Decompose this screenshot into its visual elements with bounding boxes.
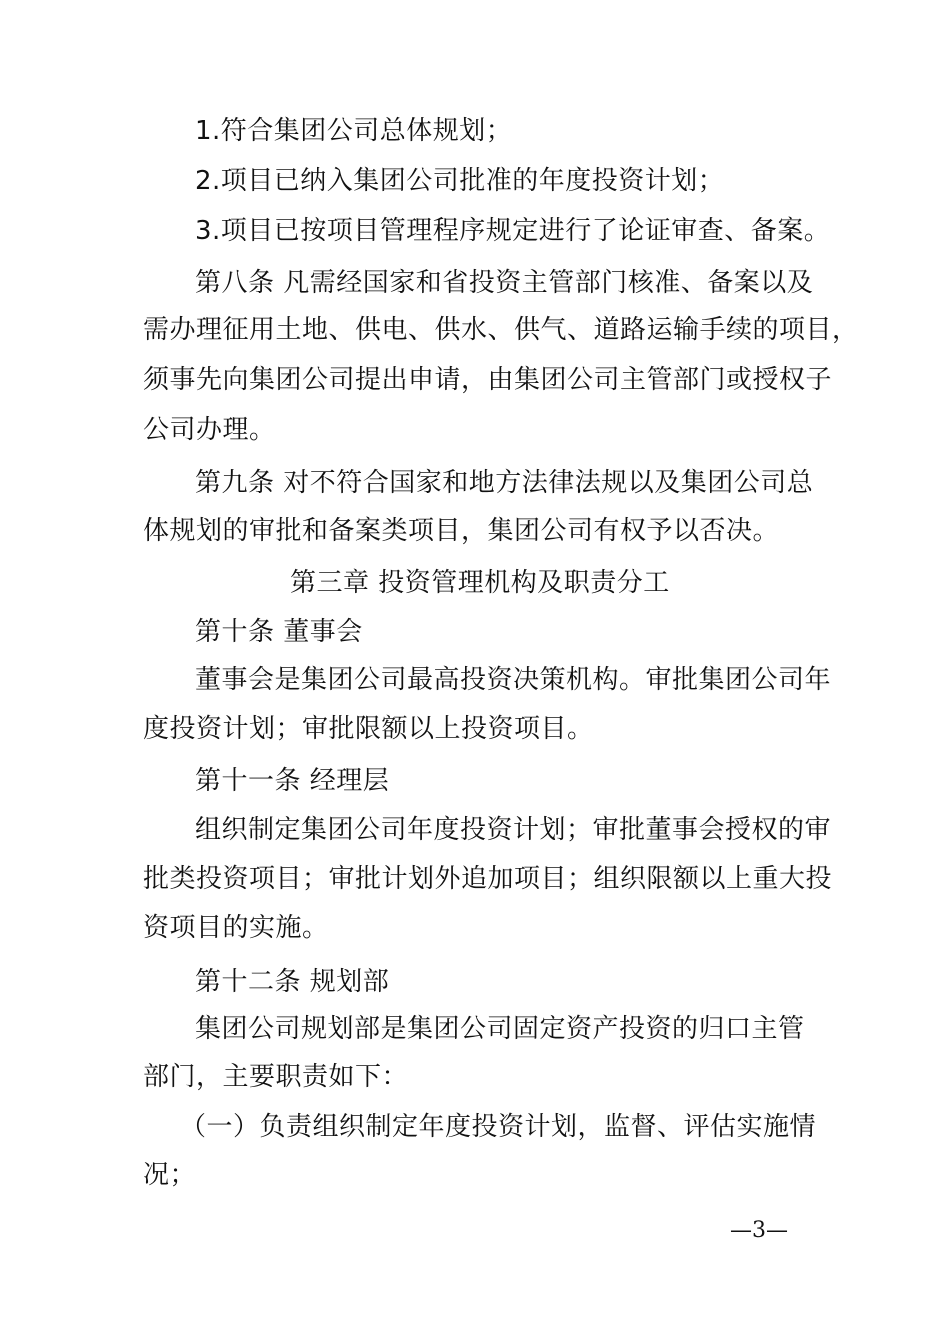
article-12-body-line-2: 部门，主要职责如下： — [143, 1062, 409, 1092]
article-12-body-line-1: 集团公司规划部是集团公司固定资产投资的归口主管 — [195, 1014, 805, 1044]
page-number: —3— — [730, 1218, 788, 1243]
article-8-line-4: 公司办理。 — [143, 415, 276, 445]
article-8-line-2: 需办理征用土地、供电、供水、供气、道路运输手续的项目， — [143, 315, 859, 345]
clause-item-2: 2.项目已纳入集团公司批准的年度投资计划； — [195, 166, 725, 196]
article-12-item-1-line-1: （一）负责组织制定年度投资计划，监督、评估实施情 — [180, 1112, 817, 1142]
article-10-body-line-2: 度投资计划；审批限额以上投资项目。 — [143, 714, 594, 744]
article-8-line-1: 第八条 凡需经国家和省投资主管部门核准、备案以及 — [195, 268, 814, 298]
clause-item-1: 1.符合集团公司总体规划； — [195, 116, 513, 146]
article-11-body-line-3: 资项目的实施。 — [143, 913, 329, 943]
article-10-body-line-1: 董事会是集团公司最高投资决策机构。审批集团公司年 — [195, 665, 832, 695]
article-11-body-line-2: 批类投资项目；审批计划外追加项目；组织限额以上重大投 — [143, 864, 833, 894]
article-12-item-1-line-2: 况； — [143, 1160, 197, 1190]
article-8-line-3: 须事先向集团公司提出申请，由集团公司主管部门或授权子 — [143, 365, 833, 395]
article-12-heading: 第十二条 规划部 — [195, 967, 390, 997]
article-11-heading: 第十一条 经理层 — [195, 766, 390, 796]
chapter-3-heading: 第三章 投资管理机构及职责分工 — [290, 568, 670, 598]
article-10-heading: 第十条 董事会 — [195, 617, 363, 647]
clause-item-3: 3.项目已按项目管理程序规定进行了论证审查、备案。 — [195, 216, 831, 246]
article-9-line-1: 第九条 对不符合国家和地方法律法规以及集团公司总 — [195, 468, 814, 498]
article-9-line-2: 体规划的审批和备案类项目，集团公司有权予以否决。 — [143, 516, 780, 546]
article-11-body-line-1: 组织制定集团公司年度投资计划；审批董事会授权的审 — [195, 815, 832, 845]
